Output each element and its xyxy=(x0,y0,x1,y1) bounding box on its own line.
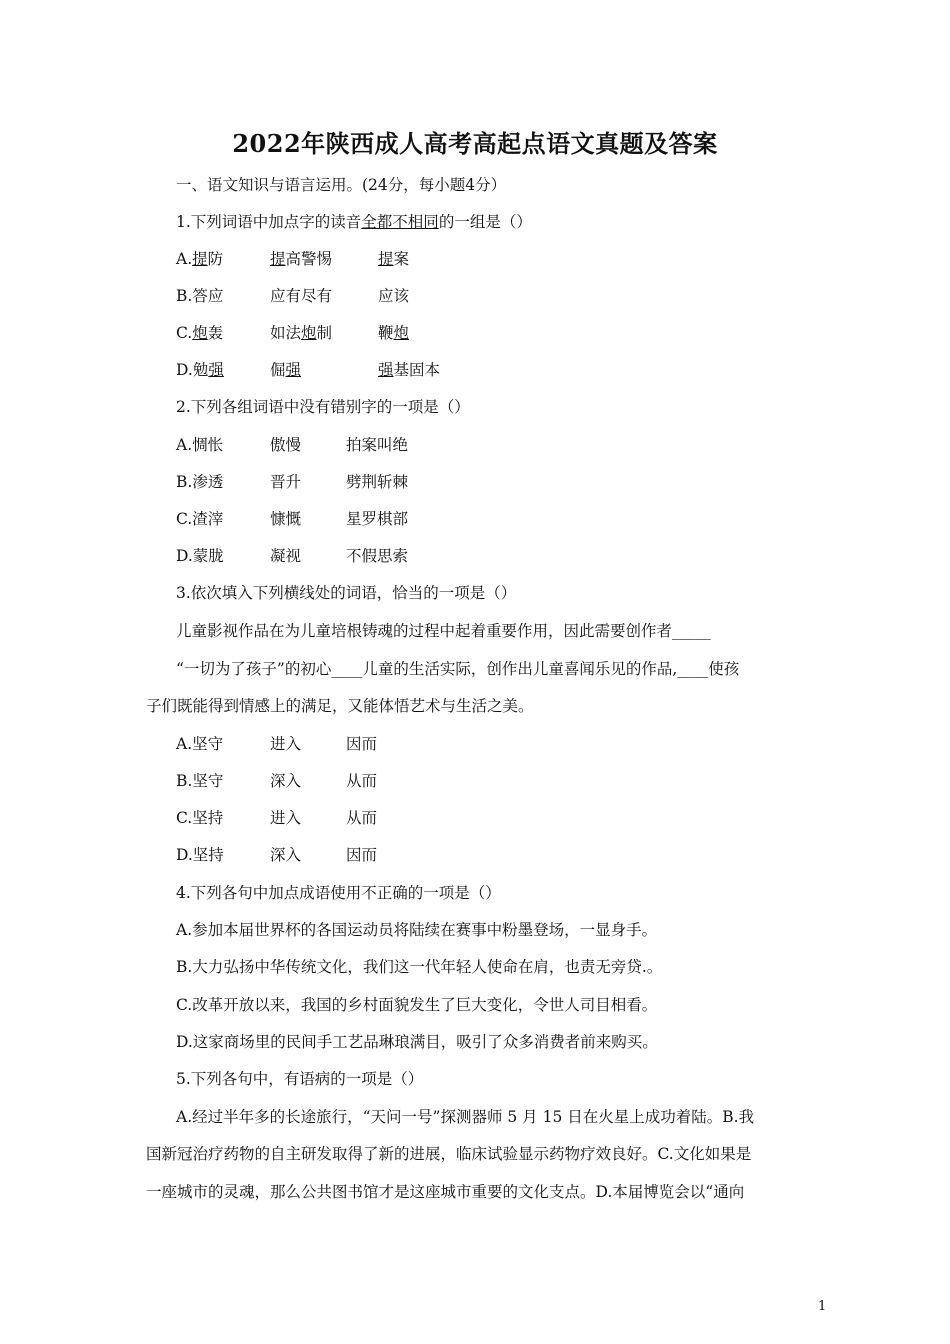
document-title: 2022年陕西成人高考高起点语文真题及答案 xyxy=(232,129,718,158)
q2-option-a-word2: 傲慢 xyxy=(270,436,302,454)
q3-passage-line-3: 子们既能得到情感上的满足，又能体悟艺术与生活之美。 xyxy=(146,697,534,715)
q1-option-b: B.答应 xyxy=(176,287,224,305)
q4-option-c: C.改革开放以来，我国的乡村面貌发生了巨大变化，令世人司目相看。 xyxy=(176,996,658,1014)
q1-option-c-word2: 如法炮制 xyxy=(270,324,333,342)
q2-option-b-word2: 晋升 xyxy=(270,473,302,491)
q2-option-c: C.渣滓 xyxy=(176,510,224,528)
q3-option-d-word3: 因而 xyxy=(346,846,378,864)
q3-option-d: D.坚持 xyxy=(176,846,224,864)
q3-option-c-word2: 进入 xyxy=(270,809,302,827)
q3-option-a-word3: 因而 xyxy=(346,735,378,753)
q3-option-a-word2: 进入 xyxy=(270,735,302,753)
q2-option-d-word3: 不假思索 xyxy=(346,547,409,565)
q1-option-c-word3: 鞭炮 xyxy=(378,324,410,342)
page-number: 1 xyxy=(818,1299,827,1314)
q1-option-a: A.提防 xyxy=(176,250,224,268)
section-heading: 一、语文知识与语言运用。(24分，每小题4分） xyxy=(176,176,507,194)
q5-text-line-1: A.经过半年多的长途旅行，“天问一号”探测器师 5 月 15 日在火星上成功着陆。B.我 xyxy=(176,1108,755,1126)
q3-passage-line-2: “一切为了孩子”的初心____儿童的生活实际，创作出儿童喜闻乐见的作品,____使孩 xyxy=(176,660,740,678)
q1-option-b-word2: 应有尽有 xyxy=(270,287,333,305)
q1-option-d-word3: 强基固本 xyxy=(378,361,441,379)
question-5-stem: 5.下列各句中，有语病的一项是（） xyxy=(176,1070,424,1088)
q2-option-c-word3: 星罗棋部 xyxy=(346,510,409,528)
q3-option-c: C.坚持 xyxy=(176,809,224,827)
q3-option-c-word3: 从而 xyxy=(346,809,378,827)
q2-option-d: D.蒙胧 xyxy=(176,547,224,565)
q1-option-a-word3: 提案 xyxy=(378,250,410,268)
question-1-stem: 1.下列词语中加点字的读音全都不相同的一组是（） xyxy=(176,213,532,231)
q4-option-d: D.这家商场里的民间手工艺品琳琅满目，吸引了众多消费者前来购买。 xyxy=(176,1033,658,1051)
q2-option-a-word3: 拍案叫绝 xyxy=(346,436,409,454)
question-2-stem: 2.下列各组词语中没有错别字的一项是（） xyxy=(176,398,470,416)
q3-option-b: B.坚守 xyxy=(176,772,224,790)
q2-option-d-word2: 凝视 xyxy=(270,547,302,565)
q3-option-b-word2: 深入 xyxy=(270,772,302,790)
q2-option-a: A.惆怅 xyxy=(176,436,224,454)
q1-option-a-word2: 提高警惕 xyxy=(270,250,333,268)
question-3-stem: 3.依次填入下列横线处的词语，恰当的一项是（） xyxy=(176,584,517,602)
q3-option-b-word3: 从而 xyxy=(346,772,378,790)
q3-passage-line-1: 儿童影视作品在为儿童培根铸魂的过程中起着重要作用，因此需要创作者_____ xyxy=(176,622,711,640)
q1-option-d-word2: 倔强 xyxy=(270,361,302,379)
q2-option-b: B.渗透 xyxy=(176,473,224,491)
q2-option-b-word3: 劈荆斩棘 xyxy=(346,473,409,491)
question-4-stem: 4.下列各句中加点成语使用不正确的一项是（） xyxy=(176,884,501,902)
q3-option-d-word2: 深入 xyxy=(270,846,302,864)
q3-option-a: A.坚守 xyxy=(176,735,224,753)
q2-option-c-word2: 慷慨 xyxy=(270,510,302,528)
q1-option-b-word3: 应该 xyxy=(378,287,410,305)
q5-text-line-3: 一座城市的灵魂，那么公共图书馆才是这座城市重要的文化支点。D.本届博览会以“通向 xyxy=(146,1183,745,1201)
q5-text-line-2: 国新冠治疗药物的自主研发取得了新的进展，临床试验显示药物疗效良好。C.文化如果是 xyxy=(146,1145,752,1163)
q4-option-b: B.大力弘扬中华传统文化，我们这一代年轻人使命在肩，也责无旁贷.。 xyxy=(176,958,663,976)
q4-option-a: A.参加本届世界杯的各国运动员将陆续在赛事中粉墨登场，一显身手。 xyxy=(176,921,658,939)
q1-option-c: C.炮轰 xyxy=(176,324,224,342)
q1-option-d: D.勉强 xyxy=(176,361,224,379)
